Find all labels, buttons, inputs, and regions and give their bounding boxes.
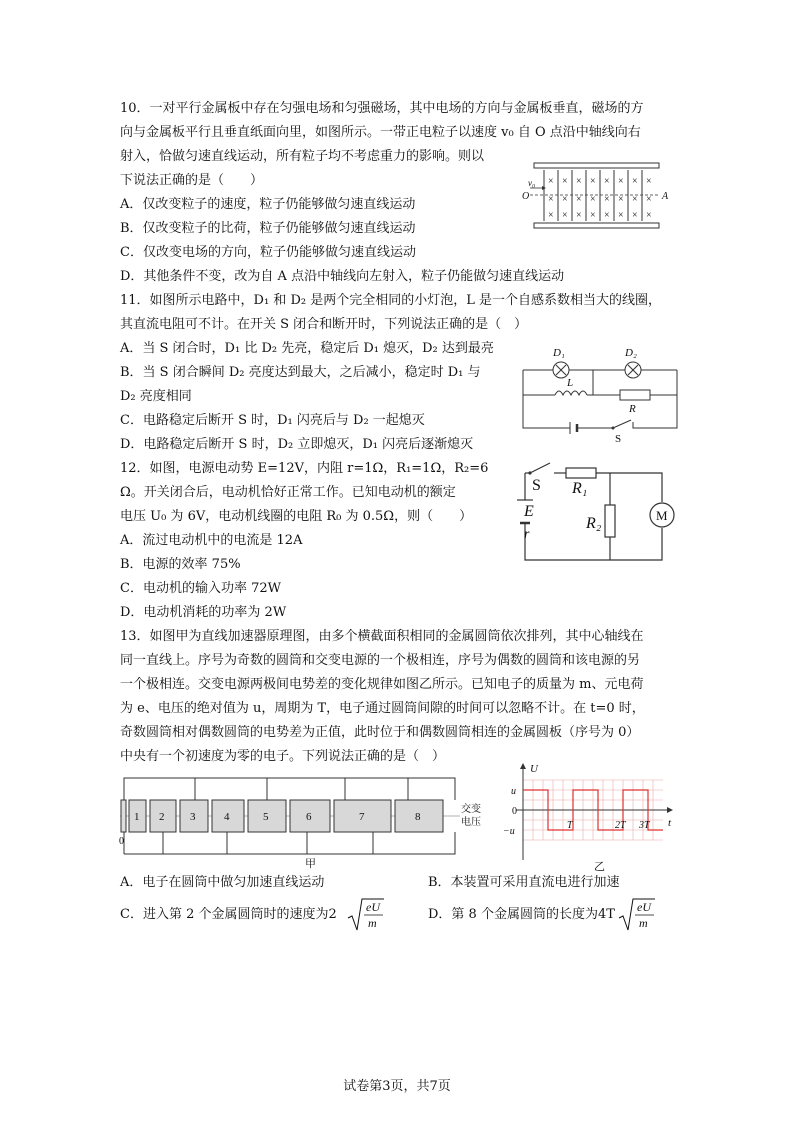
- q12-line-3: 电压 U₀ 为 6V，电动机线圈的电阻 R₀ 为 0.5Ω，则（ ）: [120, 509, 473, 524]
- u-pos-label: u: [511, 786, 516, 797]
- source-label-2: 电压: [461, 817, 481, 828]
- battery: [570, 422, 577, 434]
- q11-option-d: D．电路稳定后断开 S 时，D₂ 立即熄灭，D₁ 闪亮后逐渐熄灭: [120, 437, 474, 452]
- svg-text:×: ×: [646, 210, 652, 221]
- q13-line-6: 中央有一个初速度为零的电子。下列说法正确的是（ ）: [120, 749, 446, 764]
- label-r: r: [524, 527, 530, 542]
- q12-line-2: Ω。开关闭合后，电动机恰好正常工作。已知电动机的额定: [120, 485, 456, 500]
- svg-text:8: 8: [415, 811, 421, 823]
- label-d1: D₁: [553, 347, 565, 359]
- top-plate: [534, 163, 659, 168]
- q13-voltage-figure: [498, 760, 678, 872]
- q11-line-1: 11．如图所示电路中，D₁ 和 D₂ 是两个完全相同的小灯泡，L 是一个自感系数相当大的线圈，: [120, 293, 661, 308]
- q10-option-d: D．其他条件不变，改为自 A 点沿中轴线向左射入，粒子仍能做匀速直线运动: [120, 269, 565, 284]
- q13-option-c: [120, 906, 337, 924]
- inductor-coil: [555, 391, 587, 395]
- svg-text:×: ×: [548, 194, 554, 205]
- q11-line-2: 其直流电阻可不计。在开关 S 闭合和断开时，下列说法正确的是（ ）: [120, 317, 528, 332]
- svg-text:×: ×: [632, 194, 638, 205]
- q12-option-a: A．流过电动机中的电流是 12A: [120, 533, 303, 548]
- lamp-d1: [553, 362, 569, 378]
- q13-line-3: 一个极相连。交变电源两极间电势差的变化规律如图乙所示。已知电子的质量为 m、元电荷: [120, 677, 644, 692]
- label-s: S: [532, 477, 541, 494]
- q10-line-2: 向与金属板平行且垂直纸面向里，如图所示。一带正电粒子以速度 v₀ 自 O 点沿中轴线向右: [120, 125, 641, 140]
- svg-text:×: ×: [562, 176, 568, 187]
- q12-option-c: C．电动机的输入功率 72W: [120, 581, 281, 596]
- tubes: [129, 800, 443, 832]
- svg-text:m: m: [368, 916, 377, 930]
- plate-0: [121, 800, 126, 832]
- svg-text:×: ×: [618, 194, 624, 205]
- q11-circuit-figure: [515, 340, 685, 445]
- label-o: O: [522, 191, 530, 202]
- q13-line-5: 奇数圆筒相对偶数圆筒的电势差为正值，此时位于和偶数圆筒相连的金属圆板（序号为 0）: [120, 725, 640, 740]
- svg-text:×: ×: [632, 210, 638, 221]
- svg-text:×: ×: [576, 194, 582, 205]
- tick-t: T: [567, 820, 573, 831]
- resistor-r: [620, 390, 650, 400]
- svg-text:×: ×: [576, 210, 582, 221]
- svg-text:5: 5: [263, 811, 269, 823]
- switch-pivot: [612, 427, 615, 430]
- label-v0: v₀: [528, 178, 536, 188]
- label-d2: D₂: [625, 347, 637, 359]
- svg-text:6: 6: [306, 811, 312, 823]
- caption-jia: 甲: [305, 858, 316, 870]
- label-l: L: [567, 377, 574, 389]
- page-footer: 试卷第3页，共7页: [343, 1079, 451, 1094]
- q12-line-1: 12．如图，电源电动势 E=12V，内阻 r=1Ω，R₁=1Ω，R₂=6: [120, 461, 489, 476]
- label-s: S: [615, 433, 622, 445]
- q13-option-d: [428, 906, 615, 924]
- t-axis-arrow: [667, 807, 673, 813]
- zero-label: 0: [512, 806, 517, 817]
- svg-text:×: ×: [548, 176, 554, 187]
- label-r1: R₁: [572, 480, 588, 497]
- q13-option-c-coef: 2: [328, 907, 337, 922]
- svg-text:×: ×: [590, 176, 596, 187]
- svg-text:eU: eU: [366, 900, 380, 914]
- caption-yi: 乙: [594, 861, 605, 872]
- resistor-r1: [566, 468, 596, 478]
- svg-text:×: ×: [590, 210, 596, 221]
- svg-text:eU: eU: [637, 900, 651, 914]
- q13-option-d-text: D．第 8 个金属圆筒的长度为: [428, 907, 598, 922]
- svg-text:×: ×: [618, 210, 624, 221]
- svg-text:4: 4: [224, 811, 230, 823]
- q12-option-d: D．电动机消耗的功率为 2W: [120, 605, 287, 620]
- svg-text:×: ×: [646, 176, 652, 187]
- q11-option-b-cont: D₂ 亮度相同: [120, 389, 192, 404]
- q13-option-d-sqrt: [617, 896, 657, 934]
- label-m: M: [656, 508, 668, 523]
- q13-option-b: B．本装置可采用直流电进行加速: [428, 875, 620, 890]
- svg-text:×: ×: [576, 176, 582, 187]
- q10-option-c: C．仅改变电场的方向，粒子仍能够做匀速直线运动: [120, 245, 416, 260]
- svg-text:7: 7: [359, 811, 365, 823]
- q13-line-1: 13．如图甲为直线加速器原理图，由多个横截面积相同的金属圆筒依次排列，其中心轴线在: [120, 629, 644, 644]
- q10-line-1: 10．一对平行金属板中存在匀强电场和匀强磁场，其中电场的方向与金属板垂直，磁场的方: [120, 101, 644, 116]
- q11-option-a: A．当 S 闭合时，D₁ 比 D₂ 先亮，稳定后 D₁ 熄灭，D₂ 达到最亮: [120, 341, 494, 356]
- svg-text:1: 1: [134, 811, 140, 823]
- u-axis-label: U: [530, 763, 538, 775]
- plate-label: 0: [119, 836, 124, 847]
- label-r2: R₂: [586, 515, 602, 532]
- lamp-d2: [625, 362, 641, 378]
- svg-text:×: ×: [604, 194, 610, 205]
- tick-2t: 2T: [615, 820, 626, 831]
- svg-text:×: ×: [618, 176, 624, 187]
- u-axis-arrow: [520, 763, 526, 769]
- svg-text:×: ×: [562, 210, 568, 221]
- q11-option-b: B．当 S 闭合瞬间 D₂ 亮度达到最大，之后减小，稳定时 D₁ 与: [120, 365, 481, 380]
- svg-text:×: ×: [590, 194, 596, 205]
- q10-line-4: 下说法正确的是（ ）: [120, 173, 264, 188]
- q12-circuit-figure: [510, 458, 690, 566]
- q13-line-2: 同一直线上。序号为奇数的圆筒和交变电源的一个极相连，序号为偶数的圆筒和该电源的另: [120, 653, 641, 668]
- q11-wires: [523, 370, 677, 428]
- q10-option-a: A．仅改变粒子的速度，粒子仍能够做匀速直线运动: [120, 197, 416, 212]
- svg-text:3: 3: [190, 811, 196, 823]
- q13-option-a: A．电子在圆筒中做匀加速直线运动: [120, 875, 325, 890]
- t-axis-label: t: [668, 817, 672, 829]
- tick-3t: 3T: [639, 820, 650, 831]
- q13-option-c-text: C．进入第 2 个金属圆筒时的速度为: [120, 907, 329, 922]
- svg-text:2: 2: [159, 811, 165, 823]
- svg-text:×: ×: [646, 194, 652, 205]
- q13-option-d-coef: 4T: [597, 907, 615, 922]
- q13-line-4: 为 e、电压的绝对值为 u，周期为 T，电子通过圆筒间隙的时间可以忽略不计。在 t=0 时，: [120, 701, 645, 716]
- label-a: A: [662, 191, 669, 202]
- q12-option-b: B．电源的效率 75%: [120, 557, 241, 572]
- q13-option-c-sqrt: [346, 896, 386, 934]
- q10-plates-figure: [520, 160, 670, 232]
- bottom-plate: [534, 223, 659, 228]
- svg-text:m: m: [639, 916, 648, 930]
- u-neg-label: −u: [503, 826, 515, 837]
- label-r: R: [629, 403, 636, 415]
- q12-switch-pivot: [528, 471, 531, 474]
- svg-text:×: ×: [604, 176, 610, 187]
- svg-text:×: ×: [632, 176, 638, 187]
- svg-text:×: ×: [604, 210, 610, 221]
- resistor-r2: [605, 505, 615, 537]
- q10-line-3: 射入，恰做匀速直线运动，所有粒子均不考虑重力的影响。则以: [120, 149, 485, 164]
- svg-text:×: ×: [548, 210, 554, 221]
- source-label-1: 交变: [461, 804, 481, 815]
- label-e: E: [524, 503, 534, 520]
- q10-option-b: B．仅改变粒子的比荷，粒子仍能够做匀速直线运动: [120, 221, 416, 236]
- svg-text:×: ×: [562, 194, 568, 205]
- q11-option-c: C．电路稳定后断开 S 时，D₁ 闪亮后与 D₂ 一起熄灭: [120, 413, 425, 428]
- q13-accelerator-figure: [115, 770, 495, 870]
